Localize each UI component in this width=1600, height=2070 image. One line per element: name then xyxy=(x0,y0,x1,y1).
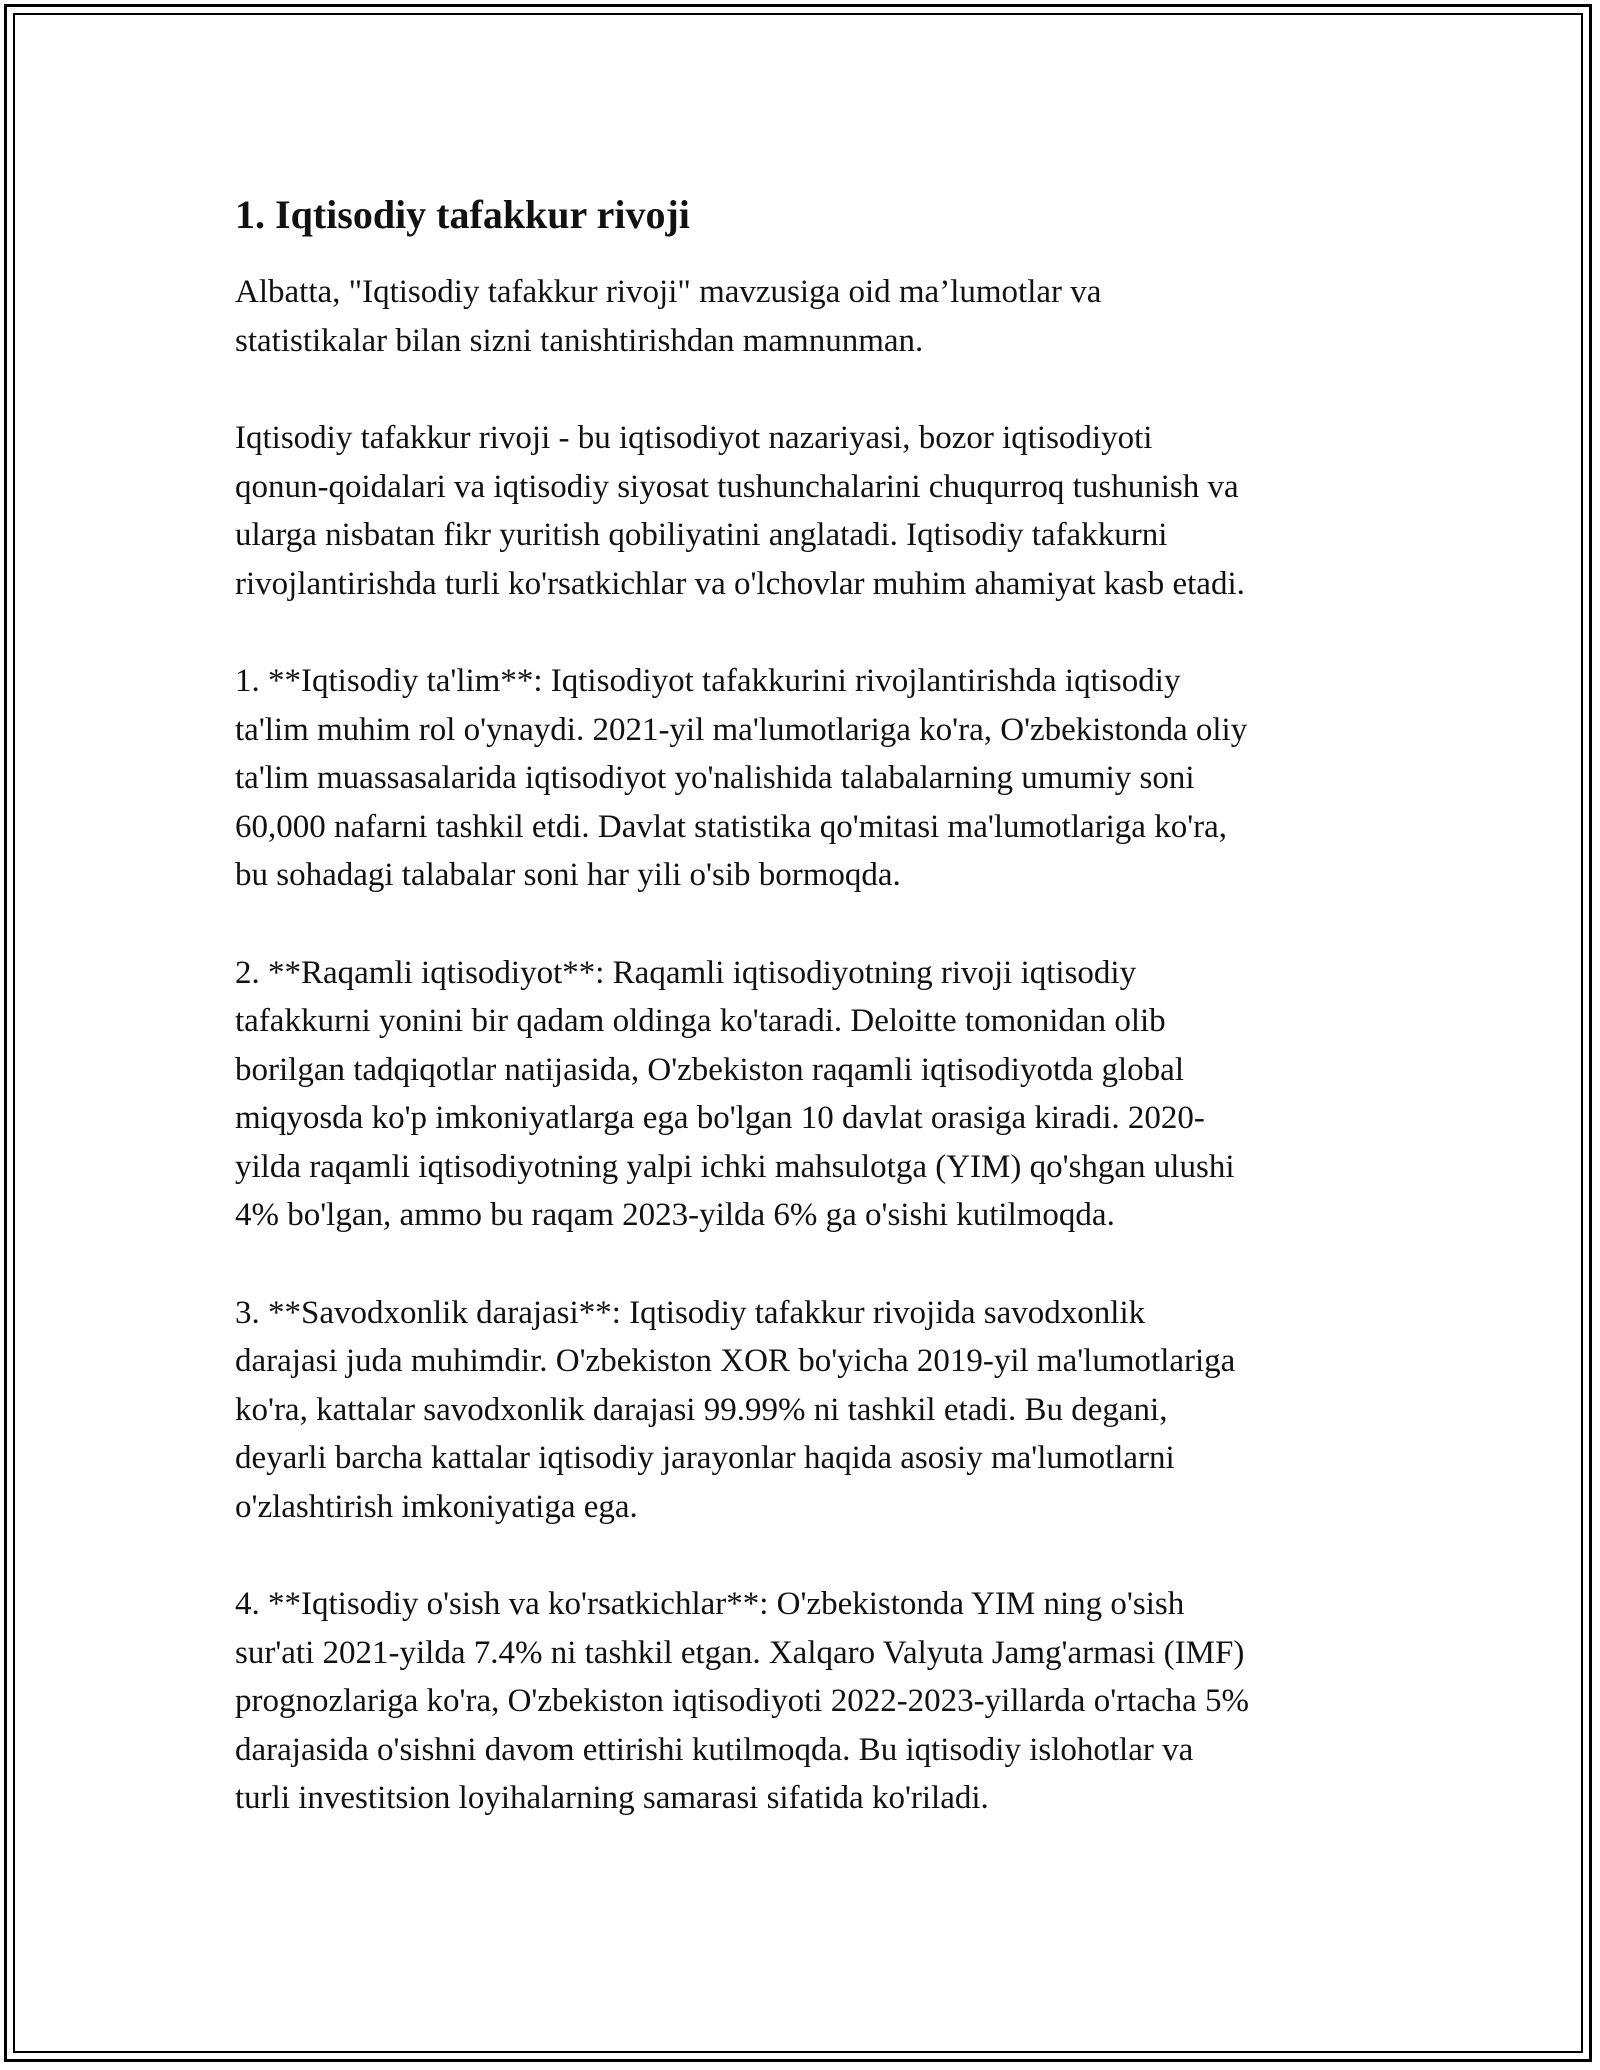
definition-paragraph: Iqtisodiy tafakkur rivoji - bu iqtisodiyot nazariyasi, bozor iqtisodiyoti qonun-qoidalari va iqtisodiy siyosat tushunchalarini chuqurroq tushunish va ularga nisbatan fikr yuritish qobiliyatini anglatadi. Iqtisodiy tafakkurni rivojlantirishda turli ko'rsatkichlar va o'lchovlar muhim ahamiyat kasb etadi. xyxy=(235,420,1245,602)
document-title: 1. Iqtisodiy tafakkur rivoji xyxy=(235,192,690,237)
intro-paragraph: Albatta, "Iqtisodiy tafakkur rivoji" mavzusiga oid ma’lumotlar va statistikalar bilan sizni tanishtirishdan mamnunman. xyxy=(235,274,1102,359)
document-body xyxy=(235,190,1370,1872)
list-item-economic-growth: 4. **Iqtisodiy o'sish va ko'rsatkichlar**: O'zbekistonda YIM ning o'sish sur'ati 2021-yilda 7.4% ni tashkil etgan. Xalqaro Valyuta Jamg'armasi (IMF) prognozlariga ko'ra, O'zbekiston iqtisodiyoti 2022-2023-yillarda o'rtacha 5% darajasida o'sishni davom ettirishi kutilmoqda. Bu iqtisodiy islohotlar va turli investitsion loyihalarning samarasi sifatida ko'riladi. xyxy=(235,1586,1249,1816)
list-item-literacy-level: 3. **Savodxonlik darajasi**: Iqtisodiy tafakkur rivojida savodxonlik darajasi juda muhimdir. O'zbekiston XOR bo'yicha 2019-yil ma'lumotlariga ko'ra, kattalar savodxonlik darajasi 99.99% ni tashkil etadi. Bu degani, deyarli barcha kattalar iqtisodiy jarayonlar haqida asosiy ma'lumotlarni o'zlashtirish imkoniyatiga ega. xyxy=(235,1294,1236,1525)
list-item-digital-economy: 2. **Raqamli iqtisodiyot**: Raqamli iqtisodiyotning rivoji iqtisodiy tafakkurni yonini bir qadam oldinga ko'taradi. Deloitte tomonidan olib borilgan tadqiqotlar natijasida, O'zbekiston raqamli iqtisodiyotda global miqyosda ko'p imkoniyatlarga ega bo'lgan 10 davlat orasiga kiradi. 2020- yilda raqamli iqtisodiyotning yalpi ichki mahsulotga (YIM) qo'shgan ulushi 4% bo'lgan, ammo bu raqam 2023-yilda 6% ga o'sishi kutilmoqda. xyxy=(235,954,1235,1233)
list-item-economic-education: 1. **Iqtisodiy ta'lim**: Iqtisodiyot tafakkurini rivojlantirishda iqtisodiy ta'lim muhim rol o'ynaydi. 2021-yil ma'lumotlariga ko'ra, O'zbekistonda oliy ta'lim muassasalarida iqtisodiyot yo'nalishida talabalarning umumiy soni 60,000 nafarni tashkil etdi. Davlat statistika qo'mitasi ma'lumotlariga ko'ra, bu sohadagi talabalar soni har yili o'sib bormoqda. xyxy=(235,663,1248,893)
